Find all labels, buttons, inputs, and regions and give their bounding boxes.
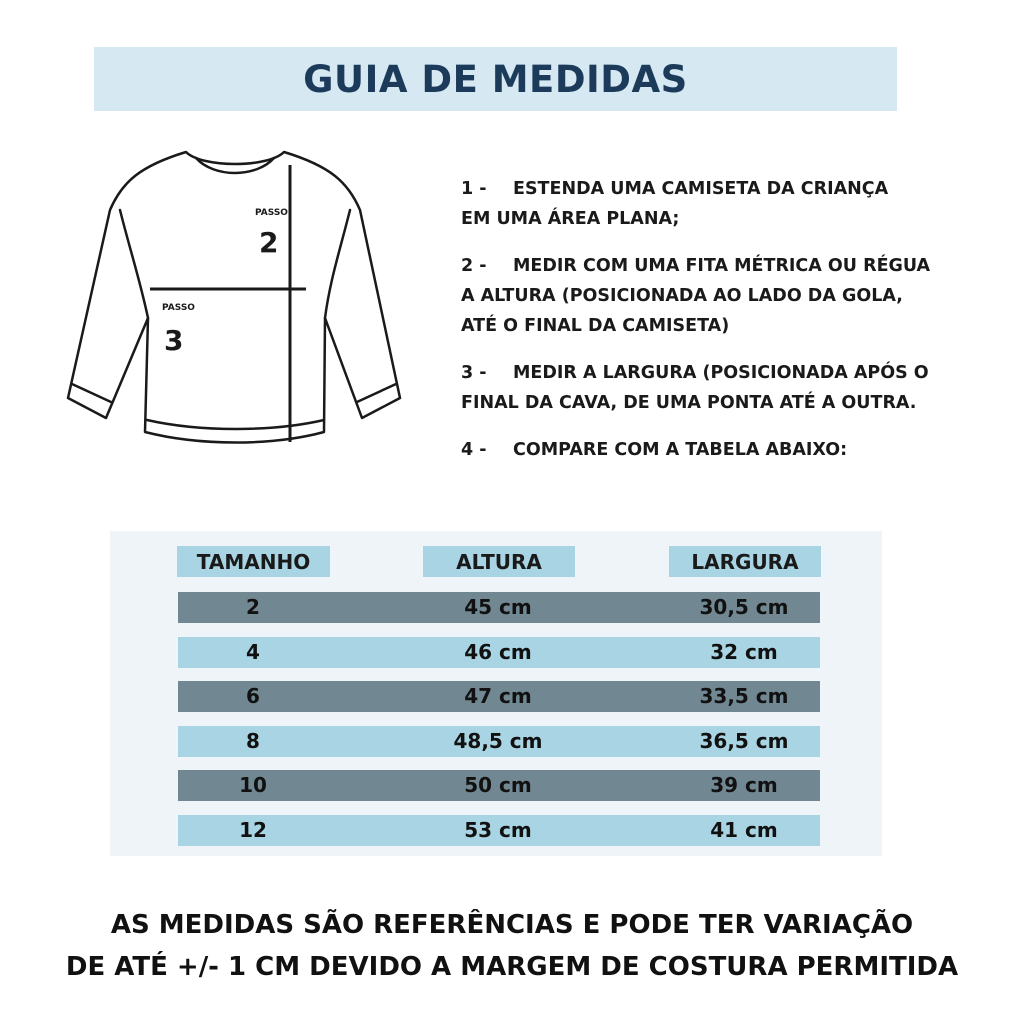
header-altura: ALTURA [423,546,575,577]
step-text: MEDIR A LARGURA (POSICIONADA APÓS O [513,363,929,383]
cell-altura: 50 cm [464,773,532,797]
cell-tamanho: 4 [246,640,260,664]
cell-largura: 36,5 cm [699,729,789,753]
disclaimer [0,904,1024,988]
left-cuff-line [72,384,111,402]
table-row [178,726,820,757]
step2-label: PASSO [255,208,288,218]
step3-label: PASSO [162,303,195,313]
disclaimer-line: DE ATÉ +/- 1 CM DEVIDO A MARGEM DE COSTURA PERMITIDA [65,952,959,982]
cell-tamanho: 8 [246,729,260,753]
shirt-body-outline [68,152,400,443]
cell-largura: 39 cm [710,773,778,797]
table-row [178,681,820,712]
table-row [178,637,820,668]
table-row [178,815,820,846]
instruction-steps [461,174,981,482]
step-3 [461,358,981,418]
step-4 [461,435,981,465]
cell-altura: 46 cm [464,640,532,664]
step-text: A ALTURA (POSICIONADA AO LADO DA GOLA, [461,286,903,306]
size-table [110,531,882,856]
cell-largura: 33,5 cm [699,684,789,708]
step2-number: 2 [259,226,279,259]
cell-altura: 45 cm [464,595,532,619]
header-largura: LARGURA [669,546,821,577]
cell-largura: 30,5 cm [699,595,789,619]
left-armhole-seam [120,210,148,318]
table-row [178,770,820,801]
hem-line [147,420,324,429]
step-number: 4 - [461,440,487,460]
step-1 [461,174,981,234]
header-tamanho: TAMANHO [177,546,330,577]
step-text: ESTENDA UMA CAMISETA DA CRIANÇA [513,179,889,199]
step-text: MEDIR COM UMA FITA MÉTRICA OU RÉGUA [513,256,931,276]
cell-tamanho: 12 [239,818,267,842]
step-number: 3 - [461,363,487,383]
cell-largura: 41 cm [710,818,778,842]
table-row [178,592,820,623]
cell-tamanho: 10 [239,773,267,797]
step-text: EM UMA ÁREA PLANA; [461,209,680,229]
title-banner [94,47,897,111]
right-armhole-seam [325,210,350,318]
page-title: GUIA DE MEDIDAS [303,57,688,101]
step-2 [461,251,981,341]
step-number: 2 - [461,256,487,276]
cell-largura: 32 cm [710,640,778,664]
cell-tamanho: 2 [246,595,260,619]
disclaimer-line: AS MEDIDAS SÃO REFERÊNCIAS E PODE TER VARIAÇÃO [110,910,914,940]
cell-tamanho: 6 [246,684,260,708]
cell-altura: 53 cm [464,818,532,842]
cell-altura: 48,5 cm [453,729,543,753]
shirt-illustration [60,145,410,460]
cell-altura: 47 cm [464,684,532,708]
right-cuff-line [357,384,396,402]
step-number: 1 - [461,179,487,199]
step-text: FINAL DA CAVA, DE UMA PONTA ATÉ A OUTRA. [461,393,917,413]
step-text: ATÉ O FINAL DA CAMISETA) [461,316,730,336]
step-text: COMPARE COM A TABELA ABAIXO: [513,440,848,460]
step3-number: 3 [164,324,184,357]
